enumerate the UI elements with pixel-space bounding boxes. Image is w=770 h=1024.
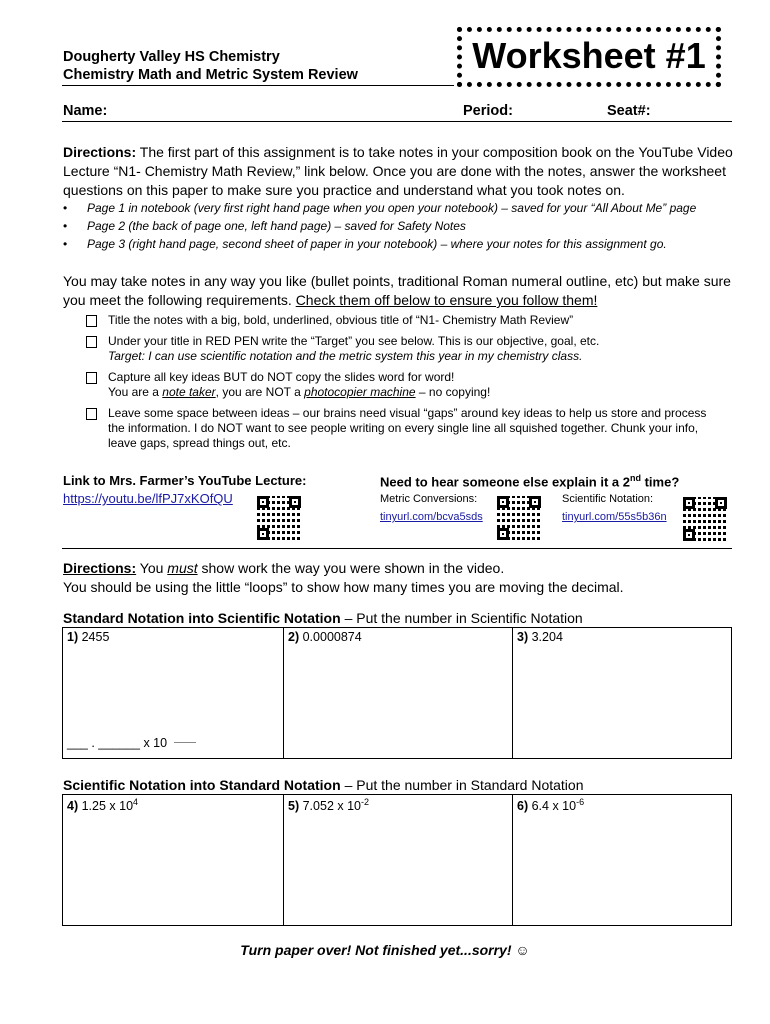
- text-fragment: , you are NOT a: [215, 385, 301, 399]
- section-title-text: Standard Notation into Scientific Notation: [63, 610, 341, 626]
- problem-number: 5): [288, 799, 300, 814]
- problem-base: 1.25 x 10: [81, 799, 134, 814]
- text-fragment: show work the way you were shown in the video.: [201, 560, 505, 576]
- school-name: Dougherty Valley HS Chemistry: [63, 49, 280, 65]
- problem-cell[interactable]: [513, 628, 732, 759]
- problem-value: 2455: [81, 630, 110, 644]
- section1-problems-table: [62, 627, 732, 759]
- requirements-text: You may take notes in any way you like (bullet points, traditional Roman numeral outline, etc) but make sure you meet the following requirements.: [63, 273, 731, 308]
- heading-text: time?: [640, 474, 680, 490]
- problem-number: 4): [67, 799, 79, 814]
- problem-number: 6): [517, 799, 529, 814]
- checklist-text: Title the notes with a big, bold, underlined, obvious title of “N1- Chemistry Math Review”: [108, 313, 574, 327]
- metric-link[interactable]: tinyurl.com/bcva5sds: [380, 511, 483, 523]
- requirements-check-instruction: Check them off below to ensure you follow them!: [295, 292, 598, 308]
- directions-label: Directions:: [63, 144, 137, 160]
- section-subtitle-text: – Put the number in Scientific Notation: [344, 610, 583, 626]
- text-fragment: – no copying!: [418, 385, 491, 399]
- checklist-text: Capture all key ideas BUT do NOT copy the slides word for word!: [108, 370, 455, 384]
- work-directions: [63, 559, 743, 597]
- problem-number: 3): [517, 630, 529, 644]
- target-statement: Target: I can use scientific notation and the metric system this year in my chemistry class.: [108, 349, 583, 363]
- problem-exponent: -6: [576, 797, 585, 807]
- problem-value: 3.204: [531, 630, 563, 644]
- seat-label: Seat#:: [607, 103, 651, 119]
- problem-cell[interactable]: [284, 628, 513, 759]
- problem-cell[interactable]: [63, 795, 284, 926]
- problem-cell[interactable]: [63, 628, 284, 759]
- list-item: • Page 3 (right hand page, second sheet of paper in your notebook) – where your notes for this assignment go.: [63, 235, 753, 253]
- text-fragment: You are a: [108, 385, 159, 399]
- section-subtitle-text: – Put the number in Standard Notation: [344, 777, 584, 793]
- checkbox[interactable]: [86, 408, 97, 420]
- sci-notation-link[interactable]: tinyurl.com/55s5b36n: [562, 511, 667, 523]
- sci-notation-qr-code: [683, 497, 727, 541]
- problem-base: 6.4 x 10: [531, 799, 577, 814]
- exponent-blank: [174, 742, 196, 743]
- metric-qr-code: [497, 496, 541, 540]
- problem-number: 1): [67, 630, 79, 644]
- name-line: [62, 121, 732, 122]
- ordinal-suffix: nd: [629, 473, 641, 483]
- school-header: [63, 48, 358, 84]
- checklist-text: Leave some space between ideas – our brains need visual “gaps” around key ideas to help us store and process the information. I do NOT want to see people writing on every single line all squished together. Chunk your info, leave gaps, spread things out, etc.: [108, 406, 707, 450]
- problem-cell[interactable]: [284, 795, 513, 926]
- problem-base: 7.052 x 10: [302, 799, 361, 814]
- section-divider: [62, 548, 732, 549]
- directions-paragraph: [63, 143, 743, 200]
- sci-notation-label: Scientific Notation:: [562, 493, 654, 505]
- work-directions-line2: You should be using the little “loops” to show how many times you are moving the decimal.: [63, 579, 624, 595]
- checklist-text-line2: [108, 385, 726, 400]
- problem-exponent: -2: [361, 797, 370, 807]
- lecture-link-label: Link to Mrs. Farmer’s YouTube Lecture:: [63, 473, 307, 488]
- photocopier-emphasis: photocopier machine: [304, 385, 416, 399]
- section2-problems-table: [62, 794, 732, 926]
- work-directions-line1: [63, 559, 743, 578]
- checklist-item-key-ideas: [86, 370, 726, 400]
- lecture-link[interactable]: https://youtu.be/lfPJ7xKOfQU: [63, 491, 233, 506]
- checkbox[interactable]: [86, 372, 97, 384]
- list-item: • Page 2 (the back of page one, left hand page) – saved for Safety Notes: [63, 217, 753, 235]
- header-divider: [62, 85, 454, 86]
- note-taker-emphasis: note taker: [162, 385, 216, 399]
- course-name: Chemistry Math and Metric System Review: [63, 67, 358, 83]
- answer-template: [67, 736, 196, 750]
- requirements-checklist: [86, 313, 726, 457]
- template-text: ___ . ______ x 10: [67, 736, 168, 750]
- period-label: Period:: [463, 103, 513, 119]
- section-title-text: Scientific Notation into Standard Notation: [63, 777, 341, 793]
- lecture-qr-code: [257, 496, 301, 540]
- footer-note: Turn paper over! Not finished yet...sorry! ☺: [240, 942, 530, 958]
- notebook-pages-list: [63, 199, 753, 253]
- checkbox[interactable]: [86, 315, 97, 327]
- requirements-intro: [63, 272, 743, 310]
- list-item: • Page 1 in notebook (very first right hand page when you open your notebook) – saved for your “All About Me” page: [63, 199, 753, 217]
- text-fragment: You: [139, 560, 164, 576]
- checklist-text: Under your title in RED PEN write the “Target” you see below. This is our objective, goal, etc.: [108, 334, 600, 348]
- name-label: Name:: [63, 103, 108, 119]
- must-emphasis: must: [167, 560, 198, 576]
- second-explanation-heading: [380, 473, 679, 489]
- problem-number: 2): [288, 630, 300, 644]
- checklist-item-spacing: [86, 406, 726, 451]
- section1-title: [63, 610, 583, 626]
- directions-text: The first part of this assignment is to take notes in your composition book on the YouTube Video Lecture “N1- Chemistry Math Review,” link below. Once you are done with the notes, answer the worksheet questions on this paper to make sure you practice and understand what you took notes on.: [63, 144, 733, 198]
- checkbox[interactable]: [86, 336, 97, 348]
- checklist-item-target: [86, 334, 726, 364]
- worksheet-title: Worksheet #1: [457, 27, 721, 87]
- problem-value: 0.0000874: [302, 630, 362, 644]
- section2-title: [63, 777, 584, 793]
- metric-label: Metric Conversions:: [380, 493, 478, 505]
- problem-cell[interactable]: [513, 795, 732, 926]
- directions-label: Directions:: [63, 560, 137, 576]
- problem-exponent: 4: [133, 797, 139, 807]
- heading-text: Need to hear someone else explain it a 2: [380, 474, 630, 490]
- checklist-item-title: [86, 313, 726, 328]
